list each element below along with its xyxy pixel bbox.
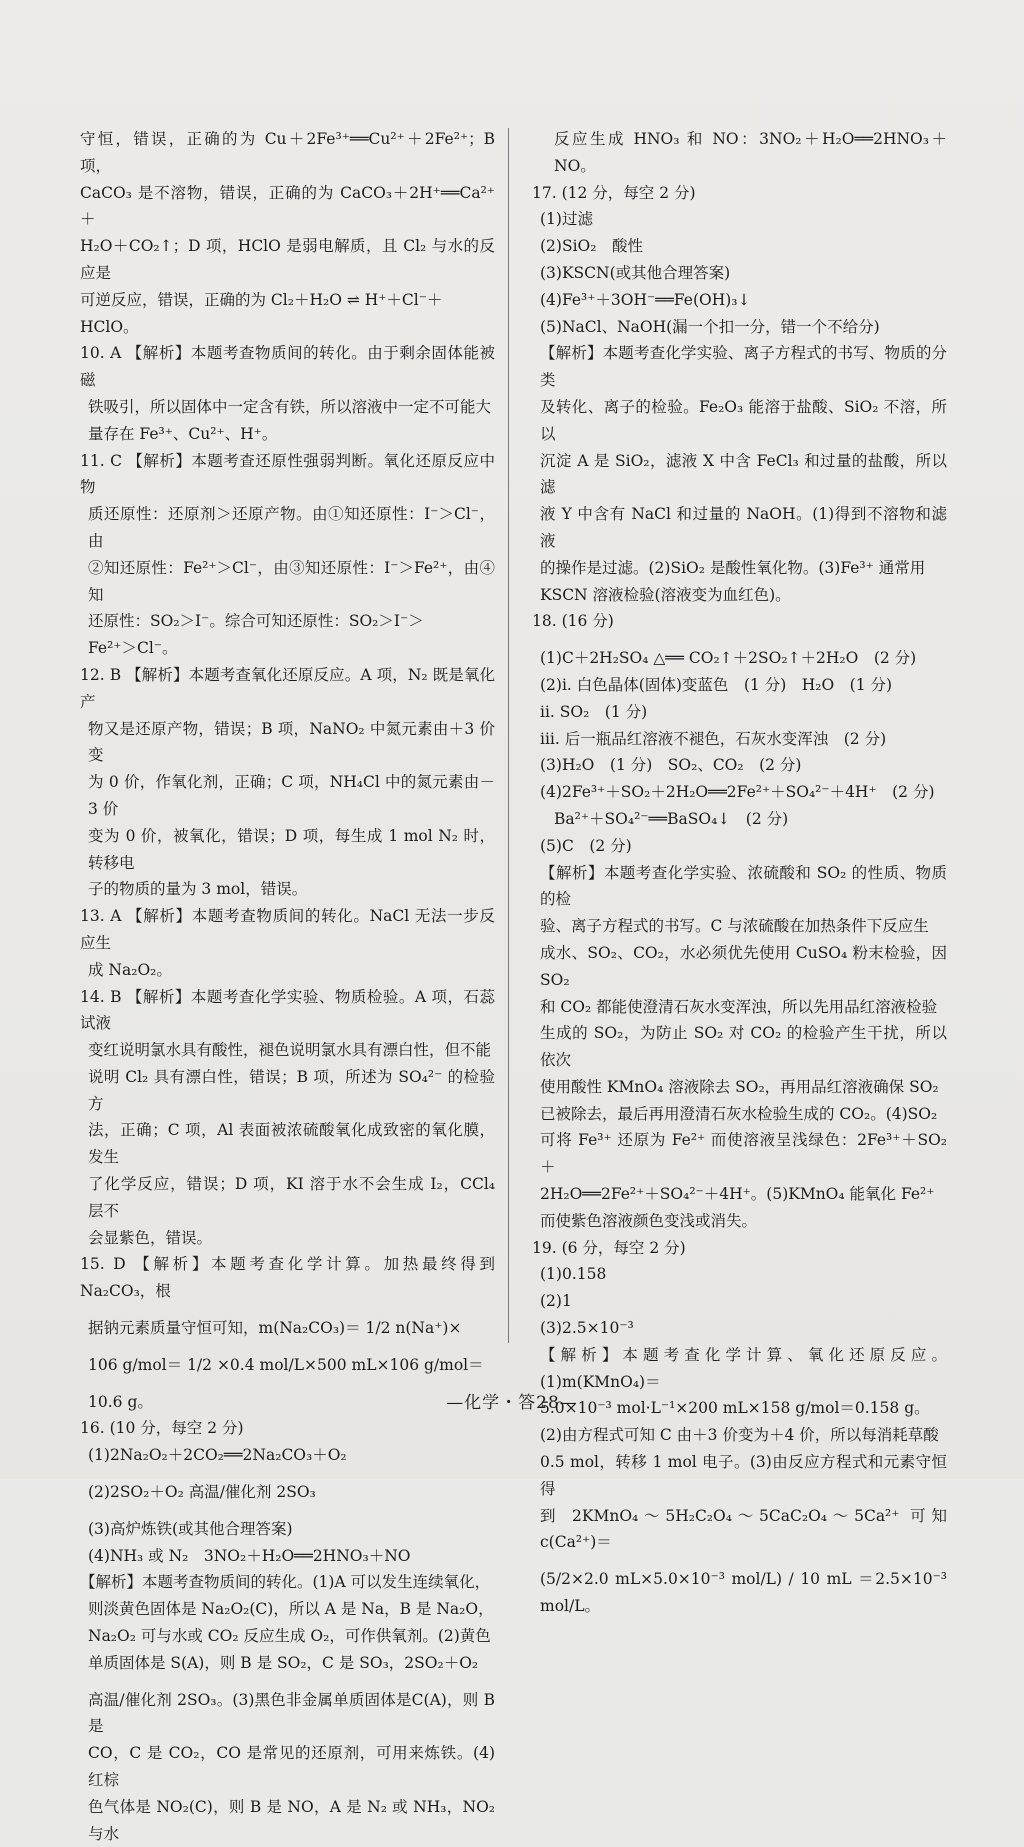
line: 使用酸性 KMnO₄ 溶液除去 SO₂，再用品红溶液确保 SO₂ xyxy=(540,1077,939,1096)
line: 子的物质的量为 3 mol，错误。 xyxy=(88,880,308,899)
line: 16. (10 分，每空 2 分) xyxy=(80,1419,244,1438)
line: H₂O＋CO₂↑；D 项，HClO 是弱电解质，且 Cl₂ 与水的反应是 xyxy=(80,237,495,282)
line: (1)0.158 xyxy=(540,1265,607,1284)
line: 15. D 【解析】本题考查化学计算。加热最终得到 Na₂CO₃，根 xyxy=(80,1255,495,1301)
line: 会显紫色，错误。 xyxy=(88,1228,213,1247)
line: Na₂O₂ 可与水或 CO₂ 反应生成 O₂，可作供氧剂。(2)黄色 xyxy=(88,1627,491,1646)
line: 13. A 【解析】本题考查物质间的转化。NaCl 无法一步反应生 xyxy=(80,907,495,952)
line: 及转化、离子的检验。Fe₂O₃ 能溶于盐酸、SiO₂ 不溶，所以 xyxy=(540,397,947,443)
line: 说明 Cl₂ 具有漂白性，错误；B 项，所述为 SO₄²⁻ 的检验方 xyxy=(88,1067,495,1113)
line: ⅱ. SO₂ (1 分) xyxy=(540,702,648,721)
line: 而使紫色溶液颜色变浅或消失。 xyxy=(540,1211,758,1230)
line: 单质固体是 S(A)，则 B 是 SO₂，C 是 SO₃，2SO₂＋O₂ xyxy=(88,1653,479,1672)
line: (5/2×2.0 mL×5.0×10⁻³ mol/L) / 10 mL ＝2.5×10⁻³ mol/L。 xyxy=(540,1570,947,1616)
line: 到 2KMnO₄～5H₂C₂O₄～5CaC₂O₄～5Ca²⁺ 可知 c(Ca²⁺)＝ xyxy=(540,1506,947,1552)
line: 11. C 【解析】本题考查还原性强弱判断。氧化还原反应中物 xyxy=(80,451,495,497)
line: 质还原性：还原剂＞还原产物。由①知还原性：I⁻＞Cl⁻，由 xyxy=(88,505,495,550)
line: 据钠元素质量守恒可知，m(Na₂CO₃)＝ 1/2 n(Na⁺)× xyxy=(88,1319,462,1338)
line: 量存在 Fe³⁺、Cu²⁺、H⁺。 xyxy=(88,424,278,443)
line: CaCO₃ 是不溶物，错误，正确的为 CaCO₃＋2H⁺══Ca²⁺＋ xyxy=(80,183,495,229)
column-divider xyxy=(508,128,509,1343)
line: 生成的 SO₂，为防止 SO₂ 对 CO₂ 的检验产生干扰，所以依次 xyxy=(540,1024,947,1070)
line: (3)KSCN(或其他合理答案) xyxy=(540,263,731,282)
line: (4)NH₃ 或 N₂ 3NO₂＋H₂O══2HNO₃＋NO xyxy=(88,1546,411,1565)
line: 守恒，错误，正确的为 Cu＋2Fe³⁺══Cu²⁺＋2Fe²⁺；B 项， xyxy=(80,130,495,175)
line: 18. (16 分) xyxy=(532,612,614,631)
line: 5.0×10⁻³ mol·L⁻¹×200 mL×158 g/mol＝0.158 g。 xyxy=(540,1399,930,1418)
line: 和 CO₂ 都能使澄清石灰水变浑浊，所以先用品红溶液检验 xyxy=(540,997,938,1016)
line: 还原性：SO₂＞I⁻。综合可知还原性：SO₂＞I⁻＞ xyxy=(88,612,424,631)
page-footer: —化学・答28— xyxy=(446,1393,578,1413)
line: 成 Na₂O₂。 xyxy=(88,960,172,979)
line: 变红说明氯水具有酸性，褪色说明氯水具有漂白性，但不能 xyxy=(88,1041,492,1060)
line: (2)2SO₂＋O₂ 高温/催化剂 2SO₃ xyxy=(88,1483,316,1502)
line: (1)过滤 xyxy=(540,210,593,229)
line: 的操作是过滤。(2)SiO₂ 是酸性氧化物。(3)Fe³⁺ 通常用 xyxy=(540,558,926,577)
line: (2)由方程式可知 C 由＋3 价变为＋4 价，所以每消耗草酸 xyxy=(540,1426,939,1445)
left-column xyxy=(80,126,495,1847)
line: (2)1 xyxy=(540,1292,572,1311)
line: 已被除去，最后再用澄清石灰水检验生成的 CO₂。(4)SO₂ xyxy=(540,1104,938,1123)
line: (2)ⅰ. 白色晶体(固体)变蓝色 (1 分) H₂O (1 分) xyxy=(540,675,893,694)
line: 可将 Fe³⁺ 还原为 Fe²⁺ 而使溶液呈浅绿色：2Fe³⁺＋SO₂＋ xyxy=(540,1131,947,1177)
line: (5)NaCl、NaOH(漏一个扣一分，错一个不给分) xyxy=(540,317,880,336)
line: 了化学反应，错误；D 项，KI 溶于水不会生成 I₂，CCl₄ 层不 xyxy=(88,1175,495,1220)
line: Fe²⁺＞Cl⁻。 xyxy=(88,639,178,658)
line: (1)2Na₂O₂＋2CO₂══2Na₂CO₃＋O₂ xyxy=(88,1446,347,1465)
line: 沉淀 A 是 SiO₂，滤液 X 中含 FeCl₃ 和过量的盐酸，所以滤 xyxy=(540,451,947,497)
line: KSCN 溶液检验(溶液变为血红色)。 xyxy=(540,585,791,604)
line: 反应生成 HNO₃ 和 NO：3NO₂＋H₂O══2HNO₃＋NO。 xyxy=(554,130,947,175)
line: 物又是还原产物，错误；B 项，NaNO₂ 中氮元素由＋3 价变 xyxy=(88,719,495,765)
line: 【解析】本题考查物质间的转化。(1)A 可以发生连续氧化， xyxy=(80,1573,491,1592)
line: 色气体是 NO₂(C)，则 B 是 NO，A 是 N₂ 或 NH₃，NO₂ 与水 xyxy=(88,1797,495,1843)
line: 法，正确；C 项，Al 表面被浓硫酸氧化成致密的氧化膜，发生 xyxy=(88,1121,495,1167)
line: 12. B 【解析】本题考查氧化还原反应。A 项，N₂ 既是氧化产 xyxy=(80,665,495,711)
line: 17. (12 分，每空 2 分) xyxy=(532,183,696,202)
line: (2)SiO₂ 酸性 xyxy=(540,237,643,256)
line: ⅲ. 后一瓶品红溶液不褪色，石灰水变浑浊 (2 分) xyxy=(540,729,887,748)
line: (4)Fe³⁺＋3OH⁻══Fe(OH)₃↓ xyxy=(540,290,751,309)
line: (3)高炉炼铁(或其他合理答案) xyxy=(88,1519,293,1538)
line: 【解析】本题考查化学计算、氧化还原反应。(1)m(KMnO₄)＝ xyxy=(540,1345,947,1391)
line: 高温/催化剂 2SO₃。(3)黑色非金属单质固体是C(A)，则 B 是 xyxy=(88,1690,495,1736)
line: 【解析】本题考查化学实验、离子方程式的书写、物质的分类 xyxy=(540,344,947,390)
line: 则淡黄色固体是 Na₂O₂(C)，所以 A 是 Na，B 是 Na₂O， xyxy=(88,1600,494,1619)
line: (3)2.5×10⁻³ xyxy=(540,1319,634,1338)
line: 为 0 价，作氧化剂，正确；C 项，NH₄Cl 中的氮元素由－3 价 xyxy=(88,773,495,818)
line: 可逆反应，错误，正确的为 Cl₂＋H₂O ⇌ H⁺＋Cl⁻＋ xyxy=(80,290,443,309)
line: CO，C 是 CO₂，CO 是常见的还原剂，可用来炼铁。(4)红棕 xyxy=(88,1744,495,1790)
line: (1)C＋2H₂SO₄ △══ CO₂↑＋2SO₂↑＋2H₂O (2 分) xyxy=(540,649,917,668)
line: 10.6 g。 xyxy=(88,1392,153,1411)
line: 铁吸引，所以固体中一定含有铁，所以溶液中一定不可能大 xyxy=(88,397,492,416)
line: (5)C (2 分) xyxy=(540,836,632,855)
line: 验、离子方程式的书写。C 与浓硫酸在加热条件下反应生 xyxy=(540,917,929,936)
line: 0.5 mol，转移 1 mol 电子。(3)由反应方程式和元素守恒得 xyxy=(540,1453,947,1498)
line: Ba²⁺＋SO₄²⁻══BaSO₄↓ (2 分) xyxy=(554,809,789,828)
line: HClO。 xyxy=(80,317,139,336)
line: 液 Y 中含有 NaCl 和过量的 NaOH。(1)得到不溶物和滤液 xyxy=(540,505,947,550)
line: 19. (6 分，每空 2 分) xyxy=(532,1238,686,1257)
line: 10. A 【解析】本题考查物质间的转化。由于剩余固体能被磁 xyxy=(80,344,495,390)
line: 106 g/mol＝ 1/2 ×0.4 mol/L×500 mL×106 g/mol＝ xyxy=(88,1355,484,1374)
line: 成水、SO₂、CO₂，水必须优先使用 CuSO₄ 粉末检验，因 SO₂ xyxy=(540,943,947,989)
line: (4)2Fe³⁺＋SO₂＋2H₂O══2Fe²⁺＋SO₄²⁻＋4H⁺ (2 分) xyxy=(540,783,935,802)
line: 变为 0 价，被氧化，错误；D 项，每生成 1 mol N₂ 时，转移电 xyxy=(88,826,495,872)
line: 2H₂O══2Fe²⁺＋SO₄²⁻＋4H⁺。(5)KMnO₄ 能氧化 Fe²⁺ xyxy=(540,1185,935,1204)
line: (3)H₂O (1 分) SO₂、CO₂ (2 分) xyxy=(540,756,802,775)
line: 14. B 【解析】本题考查化学实验、物质检验。A 项，石蕊试液 xyxy=(80,987,495,1033)
line: ②知还原性：Fe²⁺＞Cl⁻，由③知还原性：I⁻＞Fe²⁺，由④知 xyxy=(88,558,495,604)
line: 【解析】本题考查化学实验、浓硫酸和 SO₂ 的性质、物质的检 xyxy=(540,863,947,909)
